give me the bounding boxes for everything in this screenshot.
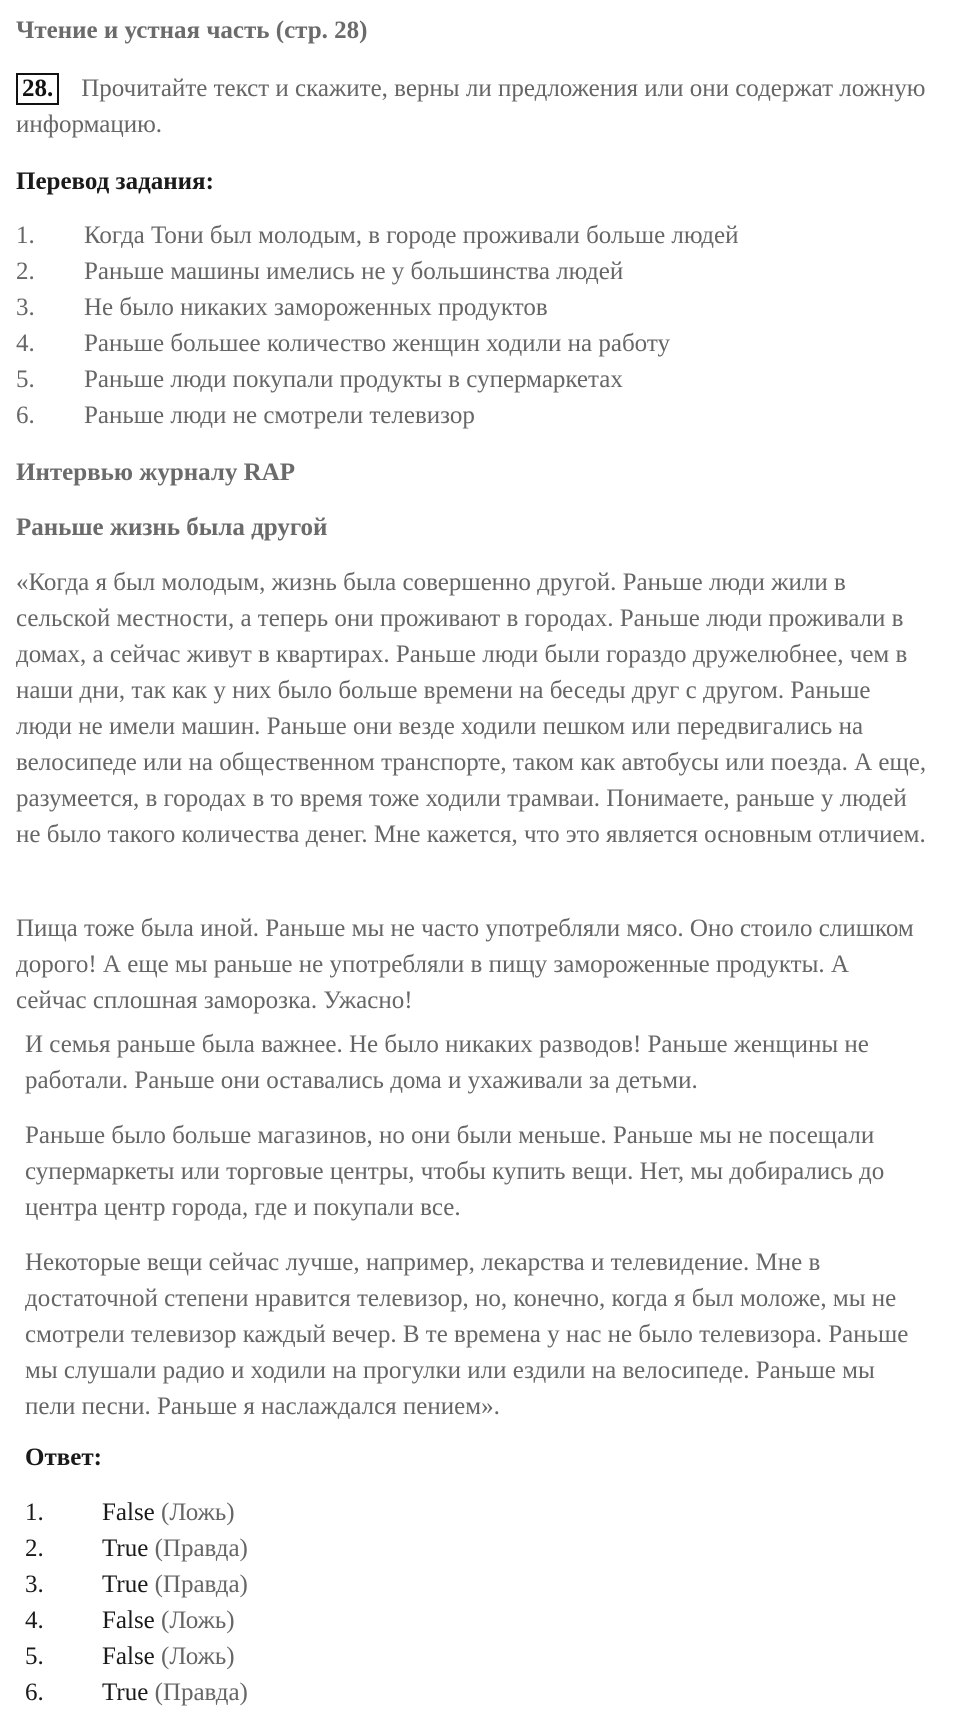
item-number: 4.: [16, 330, 35, 357]
list-item: [16, 254, 926, 290]
task-instruction: [16, 71, 926, 143]
list-item: [25, 1567, 625, 1603]
answer-number: 5.: [25, 1643, 44, 1670]
paragraph-5: Некоторые вещи сейчас лучше, например, лекарства и телевидение. Мне в достаточной степени нравится телевизор, но, конечно, когда я был моложе, мы не смотрели телевизор каждый вечер. В те времена у нас не было телевизора. Раньше мы слушали радио и ходили на прогулки или ездили на велосипеде. Раньше мы пели песни. Раньше я наслаждался пением».: [25, 1249, 909, 1420]
item-text: Когда Тони был молодым, в городе проживали больше людей: [84, 222, 739, 249]
answer-ru: (Правда): [154, 1571, 248, 1598]
translation-heading: Перевод задания:: [16, 168, 214, 195]
list-item: [25, 1531, 625, 1567]
statement-list: [16, 218, 926, 434]
list-item: [16, 326, 926, 362]
answer-en: False: [102, 1607, 155, 1634]
item-text: Раньше большее количество женщин ходили на работу: [84, 330, 670, 357]
answer-ru: (Ложь): [161, 1607, 235, 1634]
list-item: [25, 1495, 625, 1531]
list-item: [16, 290, 926, 326]
answer-ru: (Ложь): [161, 1643, 235, 1670]
task-number-box: 28.: [16, 73, 59, 105]
answer-en: True: [102, 1535, 149, 1562]
section-title: Чтение и устная часть (стр. 28): [16, 17, 368, 44]
answer-number: 1.: [25, 1499, 44, 1526]
item-number: 5.: [16, 366, 35, 393]
list-item: [25, 1675, 625, 1711]
answer-ru: (Ложь): [161, 1499, 235, 1526]
item-number: 1.: [16, 222, 35, 249]
list-item: [16, 362, 926, 398]
answer-list: [25, 1495, 625, 1711]
answer-ru: (Правда): [154, 1535, 248, 1562]
answer-number: 2.: [25, 1535, 44, 1562]
item-number: 6.: [16, 402, 35, 429]
item-text: Раньше люди не смотрели телевизор: [84, 402, 475, 429]
answer-number: 3.: [25, 1571, 44, 1598]
answer-en: False: [102, 1643, 155, 1670]
item-text: Не было никаких замороженных продуктов: [84, 294, 548, 321]
item-text: Раньше машины имелись не у большинства людей: [84, 258, 624, 285]
interview-heading: Интервью журналу RAP: [16, 459, 296, 486]
text-title: Раньше жизнь была другой: [16, 514, 328, 541]
paragraph-4: Раньше было больше магазинов, но они были меньше. Раньше мы не посещали супермаркеты или торговые центры, чтобы купить вещи. Нет, мы добирались до центра центр города, где и покупали все.: [25, 1122, 885, 1221]
answer-en: True: [102, 1679, 149, 1706]
answer-ru: (Правда): [154, 1679, 248, 1706]
paragraph-3: И семья раньше была важнее. Не было никаких разводов! Раньше женщины не работали. Раньше они оставались дома и ухаживали за детьми.: [25, 1031, 869, 1094]
item-number: 3.: [16, 294, 35, 321]
list-item: [16, 398, 926, 434]
answer-number: 4.: [25, 1607, 44, 1634]
paragraph-1: «Когда я был молодым, жизнь была совершенно другой. Раньше люди жили в сельской местности, а теперь они проживают в городах. Раньше люди проживали в домах, а сейчас живут в квартирах. Раньше люди были гораздо дружелюбнее, чем в наши дни, так как у них было больше времени на беседы друг с другом. Раньше люди не имели машин. Раньше они везде ходили пешком или передвигались на велосипеде или на общественном транспорте, таком как автобусы или поезда. А еще, разумеется, в городах в то время тоже ходили трамваи. Понимаете, раньше у людей не было такого количества денег. Мне кажется, что это является основным отличием.: [16, 569, 927, 848]
list-item: [16, 218, 926, 254]
answer-heading: Ответ:: [25, 1444, 102, 1471]
answer-number: 6.: [25, 1679, 44, 1706]
task-instruction-text: Прочитайте текст и скажите, верны ли предложения или они содержат ложную информацию.: [16, 75, 926, 138]
paragraph-2: Пища тоже была иной. Раньше мы не часто употребляли мясо. Оно стоило слишком дорого! А еще мы раньше не употребляли в пищу замороженные продукты. А сейчас сплошная заморозка. Ужасно!: [16, 915, 914, 1014]
list-item: [25, 1603, 625, 1639]
item-number: 2.: [16, 258, 35, 285]
list-item: [25, 1639, 625, 1675]
answer-en: True: [102, 1571, 149, 1598]
item-text: Раньше люди покупали продукты в супермаркетах: [84, 366, 623, 393]
answer-en: False: [102, 1499, 155, 1526]
